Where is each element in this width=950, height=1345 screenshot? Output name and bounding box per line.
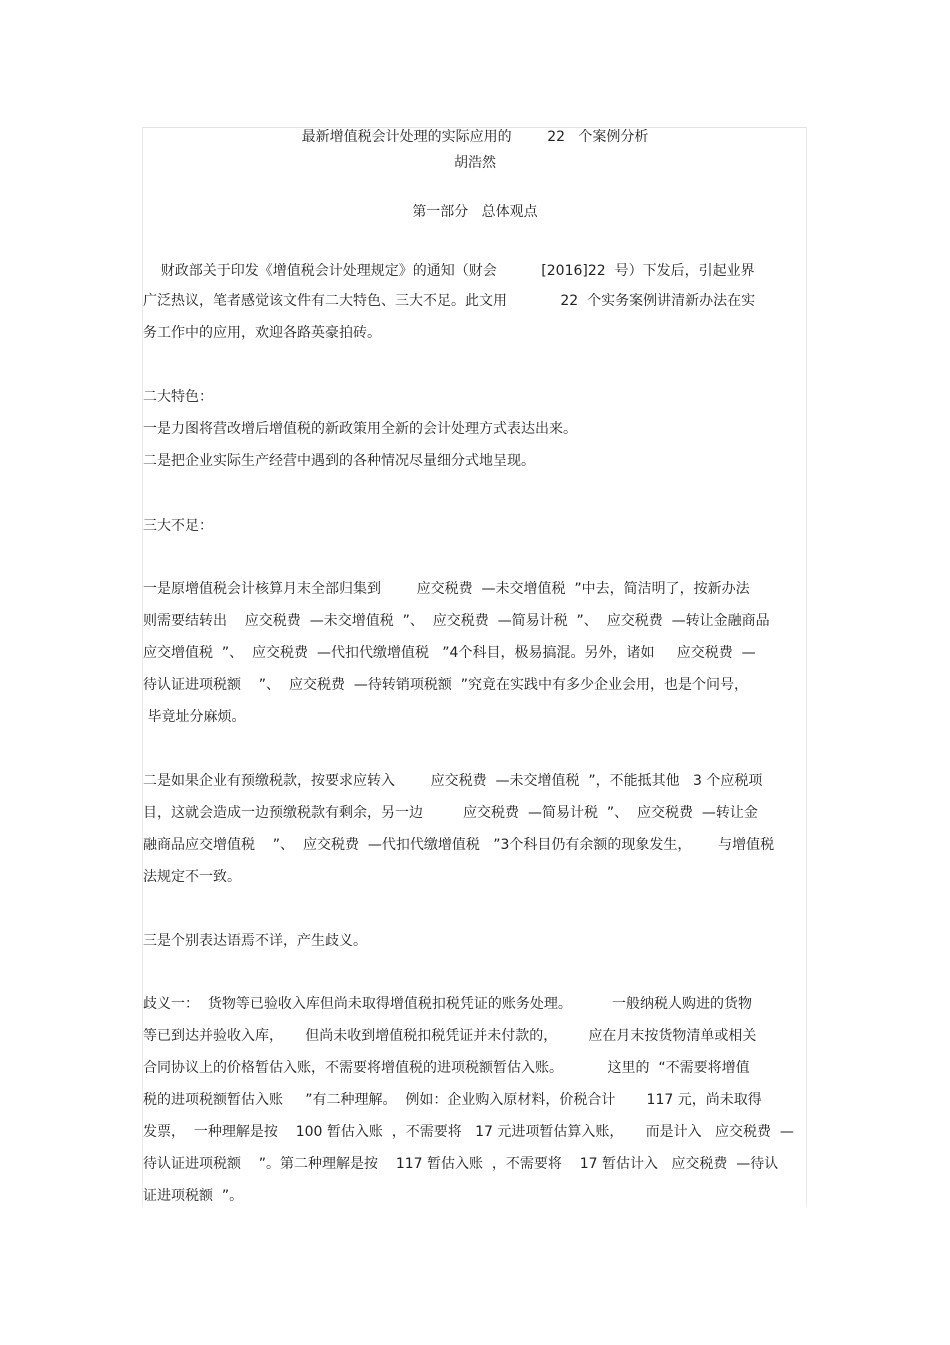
body-line: 则需要结转出 应交税费 —未交增值税 ”、 应交税费 —简易计税 ”、 应交税费 —转让金融商品 [143,613,770,629]
document-author: 胡浩然 [454,155,496,171]
body-line: 二是如果企业有预缴税款，按要求应转入 应交税费 —未交增值税 ”，不能抵其他 3 个应税项 [143,773,763,789]
body-line: 财政部关于印发《增值税会计处理规定》的通知（财会 [2016]22 号）下发后，引起业界 [143,263,755,279]
body-line: 毕竟址分麻烦。 [143,709,246,725]
body-line: 一是力图将营改增后增值税的新政策用全新的会计处理方式表达出来。 [143,421,577,437]
subheading-two-features: 二大特色： [143,389,213,405]
body-line: 税的进项税额暂估入账 ”有二种理解。 例如：企业购入原材料，价税合计 117 元，尚未取得 [143,1092,762,1108]
body-line: 证进项税额 ”。 [143,1188,244,1204]
body-line: 一是原增值税会计核算月末全部归集到 应交税费 —未交增值税 ”中去，简洁明了，按新办法 [143,581,750,597]
body-line: 广泛热议，笔者感觉该文件有二大特色、三大不足。此文用 22 个实务案例讲清新办法在实 [143,293,756,309]
body-line: 融商品应交增值税 ”、 应交税费 —代扣代缴增值税 ”3个科目仍有余额的现象发生， 与增值税 [143,837,775,853]
body-line: 待认证进项税额 ”、 应交税费 —待转销项税额 ”究竟在实践中有多少企业会用，也是个问号， [143,677,749,693]
document-title: 最新增值税会计处理的实际应用的 22 个案例分析 [301,129,649,145]
page-frame-right-border [806,127,807,1207]
subheading-three-shortcomings: 三大不足： [143,518,213,534]
body-line: 应交增值税 ”、 应交税费 —代扣代缴增值税 ”4个科目，极易搞混。另外，诸如 应交税费 — [143,645,756,661]
body-line: 等已到达并验收入库， 但尚未收到增值税扣税凭证并未付款的， 应在月末按货物清单或相关 [143,1028,757,1044]
body-line: 待认证进项税额 ”。第二种理解是按 117 暂估入账 ，不需要将 17 暂估计入 应交税费 —待认 [143,1156,779,1172]
body-line: 发票， 一种理解是按 100 暂估入账 ，不需要将 17 元进项暂估算入账， 而是计入 应交税费 — [143,1124,794,1140]
body-line: 务工作中的应用，欢迎各路英豪拍砖。 [143,325,381,341]
body-line: 目，这就会造成一边预缴税款有剩余，另一边 应交税费 —简易计税 ”、 应交税费 —转让金 [143,805,758,821]
body-line: 二是把企业实际生产经营中遇到的各种情况尽量细分式地呈现。 [143,453,535,469]
body-line: 三是个别表达语焉不详，产生歧义。 [143,933,367,949]
body-line: 合同协议上的价格暂估入账，不需要将增值税的进项税额暂估入账。 这里的 “不需要将增值 [143,1060,750,1076]
section-heading: 第一部分 总体观点 [412,204,538,220]
body-line: 法规定不一致。 [143,869,241,885]
body-line: 歧义一： 货物等已验收入库但尚未取得增值税扣税凭证的账务处理。 一般纳税人购进的货物 [143,996,752,1012]
